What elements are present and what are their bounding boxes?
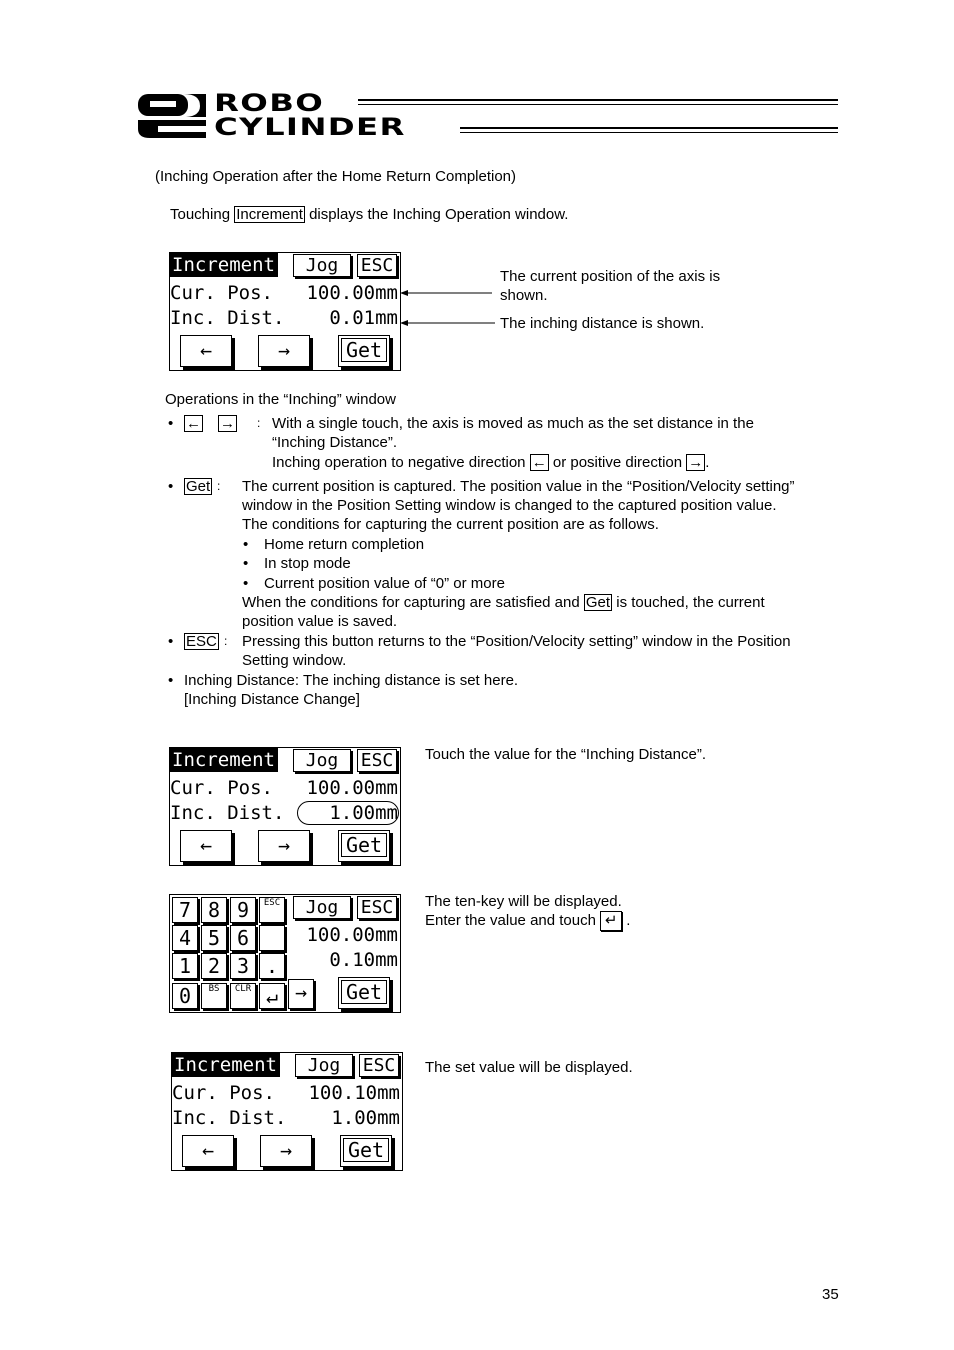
arrow-text-3: Inching operation to negative direction ← or positive direction → .: [272, 454, 710, 471]
inc-dist-value: 0.10mm: [329, 949, 398, 971]
tenkey-screen: [169, 894, 401, 1013]
bullet: •: [243, 555, 249, 572]
header-rule-top: [358, 99, 838, 101]
cur-pos-value: 100.00mm: [306, 282, 398, 304]
cond-3: Current position value of “0” or more: [264, 575, 505, 592]
key-1[interactable]: 1: [172, 953, 198, 979]
inc-dist-label: Inc. Dist.: [170, 307, 285, 329]
left-arrow-button[interactable]: ←: [180, 830, 232, 862]
cur-pos-label: Cur. Pos.: [170, 282, 273, 304]
get-text-1: The current position is captured. The position value in the “Position/Velocity setting”: [242, 478, 795, 495]
key-right[interactable]: →: [288, 979, 314, 1009]
bullet: •: [168, 672, 174, 689]
cur-pos-label: Cur. Pos.: [172, 1082, 275, 1104]
arrow-text-1: With a single touch, the axis is moved as much as the set distance in the: [272, 415, 754, 432]
right-arrow-button[interactable]: →: [258, 335, 310, 367]
get-label: Get: [341, 338, 387, 362]
bullet: •: [168, 415, 174, 432]
intro-line: [170, 205, 568, 224]
inc-dist-label: Inc. Dist.: [172, 1107, 287, 1129]
cond-2: In stop mode: [264, 555, 351, 572]
screen-title: Increment: [170, 748, 278, 772]
jog-button[interactable]: Jog: [295, 1054, 353, 1077]
key-2[interactable]: 2: [201, 953, 227, 979]
cond-1: Home return completion: [264, 536, 425, 553]
jog-button[interactable]: Jog: [293, 254, 351, 277]
header-rule-bottom: [460, 127, 838, 129]
bullet: •: [168, 633, 174, 650]
key-enter[interactable]: ↵: [259, 983, 285, 1009]
bullet: •: [168, 478, 174, 495]
step-2-text-b: Enter the value and touch ↵ .: [425, 912, 631, 929]
key-4[interactable]: 4: [172, 925, 198, 951]
section-title: (Inching Operation after the Home Return Completion): [155, 168, 517, 185]
get-button[interactable]: [338, 977, 390, 1009]
get-ref: Get: [186, 478, 211, 495]
get-button[interactable]: [338, 830, 390, 862]
cur-pos-value: 100.00mm: [306, 777, 398, 799]
key-8[interactable]: 8: [201, 897, 227, 923]
bullet: •: [243, 575, 249, 592]
step-2-text-a: The ten-key will be displayed.: [425, 893, 622, 910]
get-text-3: The conditions for capturing the current position are as follows.: [242, 516, 659, 533]
inching-screen-2: [169, 747, 401, 866]
esc-button[interactable]: ESC: [357, 254, 397, 277]
get-button[interactable]: [338, 335, 390, 367]
get-text-4: When the conditions for capturing are satisfied and Get is touched, the current: [242, 594, 765, 611]
jog-button[interactable]: Jog: [293, 749, 351, 772]
intro-post: displays the Inching Operation window.: [304, 206, 569, 223]
inc-dist-label: Inc. Dist.: [170, 802, 285, 824]
key-dot[interactable]: .: [259, 953, 285, 979]
left-arrow-button[interactable]: ←: [180, 335, 232, 367]
key-esc[interactable]: ESC: [259, 897, 285, 923]
key-5[interactable]: 5: [201, 925, 227, 951]
intro-pre: Touching: [170, 206, 235, 223]
screen-title: Increment: [172, 1053, 280, 1077]
get-label: Get: [341, 833, 387, 857]
header-rule-bottom-thin: [460, 132, 838, 133]
header-rule-top-thin: [358, 104, 838, 105]
callout-inc-dist: The inching distance is shown.: [500, 315, 705, 332]
cur-pos-value: 100.00mm: [306, 924, 398, 946]
cur-pos-label: Cur. Pos.: [170, 777, 273, 799]
left-arrow-button[interactable]: ←: [182, 1135, 234, 1167]
callout-cur-pos-2: shown.: [500, 287, 548, 304]
inc-dist-value[interactable]: 0.01mm: [329, 307, 398, 329]
esc-text-1: Pressing this button returns to the “Position/Velocity setting” window in the Position: [242, 633, 791, 650]
logo-robo: ROBO: [214, 89, 325, 117]
right-arrow-button[interactable]: →: [260, 1135, 312, 1167]
cur-pos-value: 100.10mm: [308, 1082, 400, 1104]
rc-logo-mark: [136, 92, 208, 140]
key-3[interactable]: 3: [230, 953, 256, 979]
key-clr[interactable]: CLR: [230, 983, 256, 1009]
esc-text-2: Setting window.: [242, 652, 347, 669]
esc-button[interactable]: ESC: [357, 896, 397, 919]
get-button[interactable]: [340, 1135, 392, 1167]
page-number: 35: [822, 1286, 839, 1303]
get-label: Get: [341, 980, 387, 1004]
inching-screen-1: [169, 252, 401, 371]
get-colon: :: [217, 479, 221, 493]
esc-colon: :: [224, 634, 228, 648]
callout-cur-pos-1: The current position of the axis is: [500, 268, 721, 285]
key-7[interactable]: 7: [172, 897, 198, 923]
arrow-colon: :: [257, 416, 261, 430]
esc-button[interactable]: ESC: [357, 749, 397, 772]
arrow-right-ref: →: [220, 415, 235, 432]
callout-arrows: [398, 282, 498, 332]
inc-text-2: [Inching Distance Change]: [184, 691, 360, 708]
jog-button[interactable]: Jog: [293, 896, 351, 919]
step-1-text: Touch the value for the “Inching Distance”.: [425, 746, 706, 763]
inc-dist-value[interactable]: 1.00mm: [331, 1107, 400, 1129]
key-0[interactable]: 0: [172, 983, 198, 1009]
logo-cylinder: CYLINDER: [214, 113, 406, 141]
key-6[interactable]: 6: [230, 925, 256, 951]
increment-button-ref: Increment: [236, 206, 303, 223]
inc-text-1: Inching Distance: The inching distance is set here.: [184, 672, 519, 689]
bullet: •: [243, 536, 249, 553]
get-text-5: position value is saved.: [242, 613, 398, 630]
arrow-text-2: “Inching Distance”.: [272, 434, 398, 451]
get-text-2: window in the Position Setting window is changed to the captured position value.: [242, 497, 777, 514]
screen-title: Increment: [170, 253, 278, 277]
enter-key-icon: ↵: [600, 911, 622, 931]
step-3-text: The set value will be displayed.: [425, 1059, 633, 1076]
esc-button[interactable]: ESC: [359, 1054, 399, 1077]
get-label: Get: [343, 1138, 389, 1162]
key-9[interactable]: 9: [230, 897, 256, 923]
right-arrow-button[interactable]: →: [258, 830, 310, 862]
key-bs[interactable]: BS: [201, 983, 227, 1009]
esc-ref: ESC: [186, 633, 217, 650]
arrow-left-ref: ←: [186, 415, 201, 432]
key-blank: [259, 925, 285, 951]
ops-heading: Operations in the “Inching” window: [165, 391, 396, 408]
inc-dist-value[interactable]: 1.00mm: [329, 802, 398, 824]
inching-screen-3: [171, 1052, 403, 1171]
